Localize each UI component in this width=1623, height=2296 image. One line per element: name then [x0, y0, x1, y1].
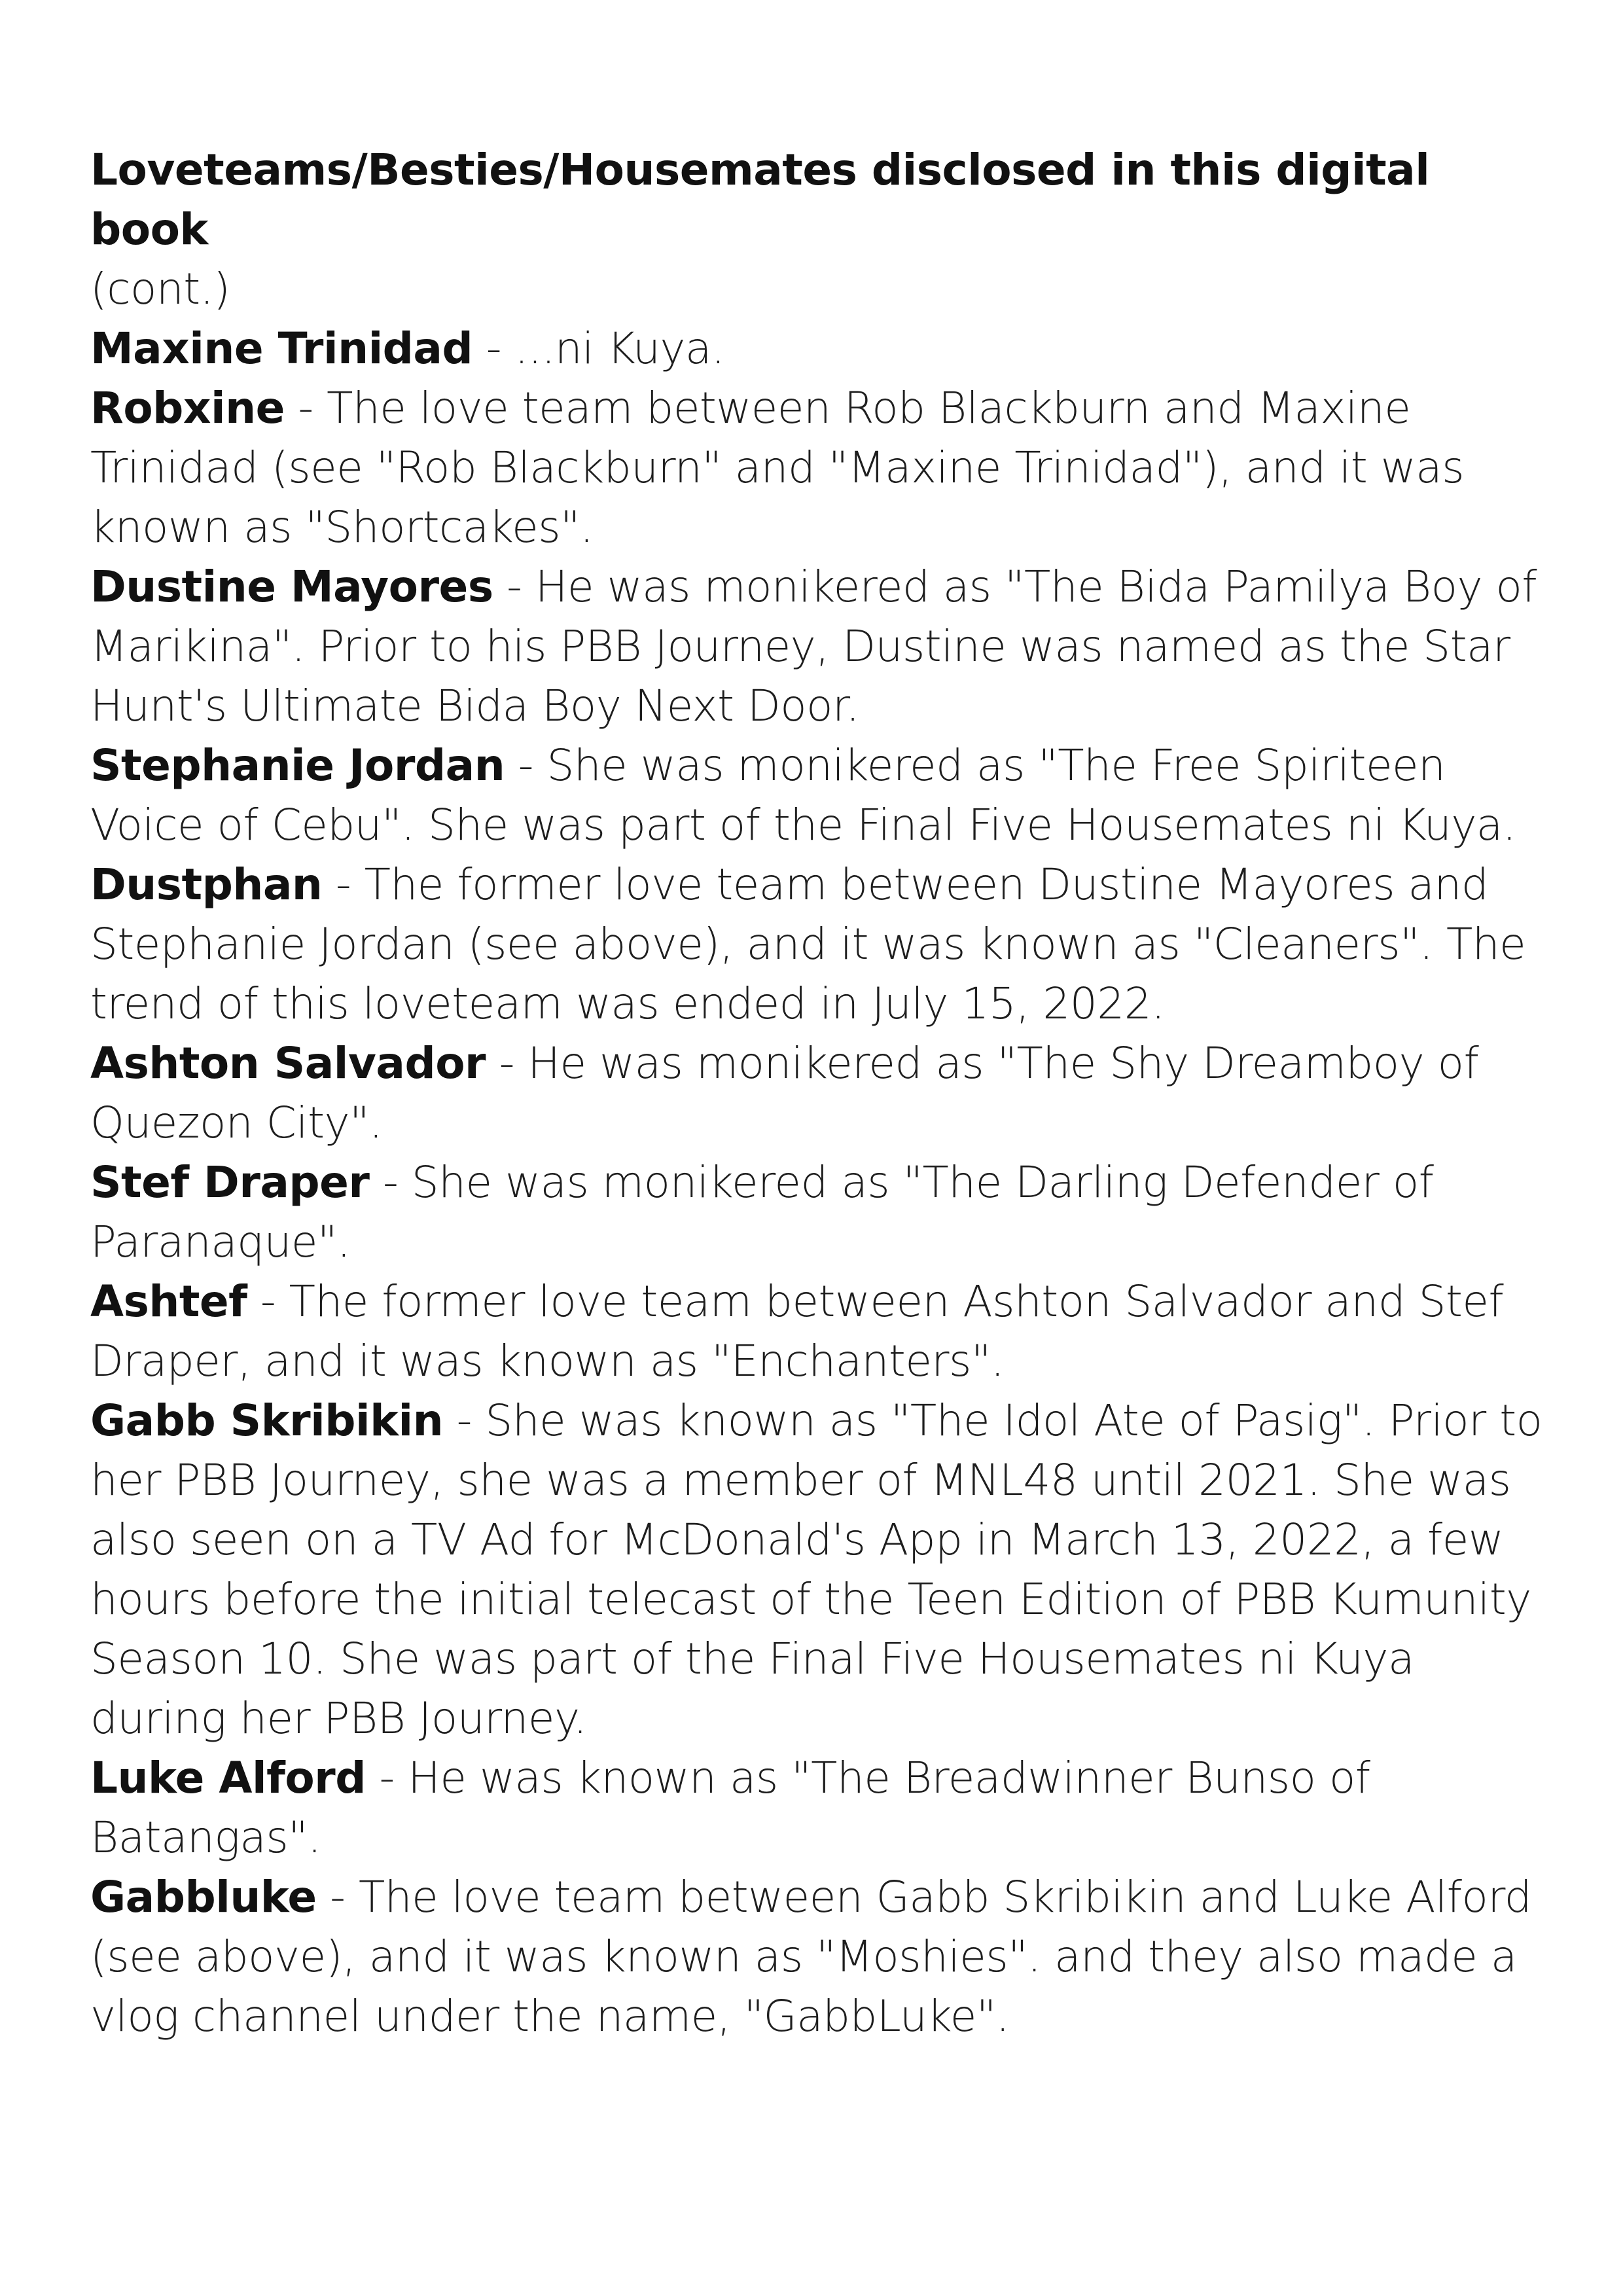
entry-text: - He was monikered as "The Bida Pamilya Boy of Marikina". Prior to his PBB Journey, Dustine was named as the Star Hunt's Ultimate Bida Boy Next Door. [90, 562, 1537, 731]
heading-title: Loveteams/Besties/Housemates disclosed in this digital book [90, 145, 1430, 255]
entry-text: - She was known as "The Idol Ate of Pasig". Prior to her PBB Journey, she was a member of MNL48 until 2021. She was also seen on a TV Ad for McDonald's App in March 13, 2022, a few hours before the initial telecast of the Teen Edition of PBB Kumunity Season 10. She was part of the Final Five Housemates ni Kuya during her PBB Journey. [90, 1395, 1543, 1744]
entry-gabbluke [90, 1867, 1556, 2046]
entry-name: Ashtef [90, 1276, 247, 1327]
entry-ashtef [90, 1272, 1556, 1391]
entry-dustphan [90, 855, 1556, 1033]
entry-text: - He was known as "The Breadwinner Bunso of Batangas". [90, 1753, 1370, 1863]
entry-text: - She was monikered as "The Darling Defender of Paranaque". [90, 1157, 1434, 1267]
entry-text: - The former love team between Dustine Mayores and Stephanie Jordan (see above), and it was known as "Cleaners". The trend of this loveteam was ended in July 15, 2022. [90, 859, 1526, 1029]
entry-stephanie-jordan [90, 736, 1556, 855]
entry-name: Stephanie Jordan [90, 740, 505, 791]
entry-name: Gabb Skribikin [90, 1395, 444, 1446]
entry-maxine-trinidad [90, 319, 1556, 378]
entry-name: Luke Alford [90, 1753, 366, 1803]
entry-name: Dustphan [90, 859, 323, 910]
entry-name: Stef Draper [90, 1157, 370, 1208]
entry-name: Ashton Salvador [90, 1038, 486, 1088]
entry-name: Dustine Mayores [90, 562, 493, 612]
heading-suffix: (cont.) [90, 264, 230, 314]
entry-text: - She was monikered as "The Free Spiriteen Voice of Cebu". She was part of the Final Five Housemates ni Kuya. [90, 740, 1516, 850]
entry-dustine-mayores [90, 557, 1556, 736]
entry-text: - The former love team between Ashton Salvador and Stef Draper, and it was known as "Enchanters". [90, 1276, 1504, 1386]
entry-name: Maxine Trinidad [90, 323, 473, 374]
entry-name: Gabbluke [90, 1872, 317, 1922]
entry-text: - The love team between Rob Blackburn and Maxine Trinidad (see "Rob Blackburn" and "Maxine Trinidad"), and it was known as "Shortcakes". [90, 383, 1465, 552]
section-heading [90, 140, 1556, 319]
entry-text: - He was monikered as "The Shy Dreamboy of Quezon City". [90, 1038, 1479, 1148]
entry-robxine [90, 378, 1556, 557]
entry-luke-alford [90, 1748, 1556, 1867]
entry-name: Robxine [90, 383, 285, 433]
entry-ashton-salvador [90, 1033, 1556, 1153]
entry-gabb-skribikin [90, 1391, 1556, 1748]
entry-text: - ...ni Kuya. [473, 323, 725, 374]
entry-text: - The love team between Gabb Skribikin and Luke Alford (see above), and it was known as "Moshies". and they also made a vlog channel under the name, "GabbLuke". [90, 1872, 1532, 2041]
entry-stef-draper [90, 1153, 1556, 1272]
document-page [90, 140, 1556, 2046]
